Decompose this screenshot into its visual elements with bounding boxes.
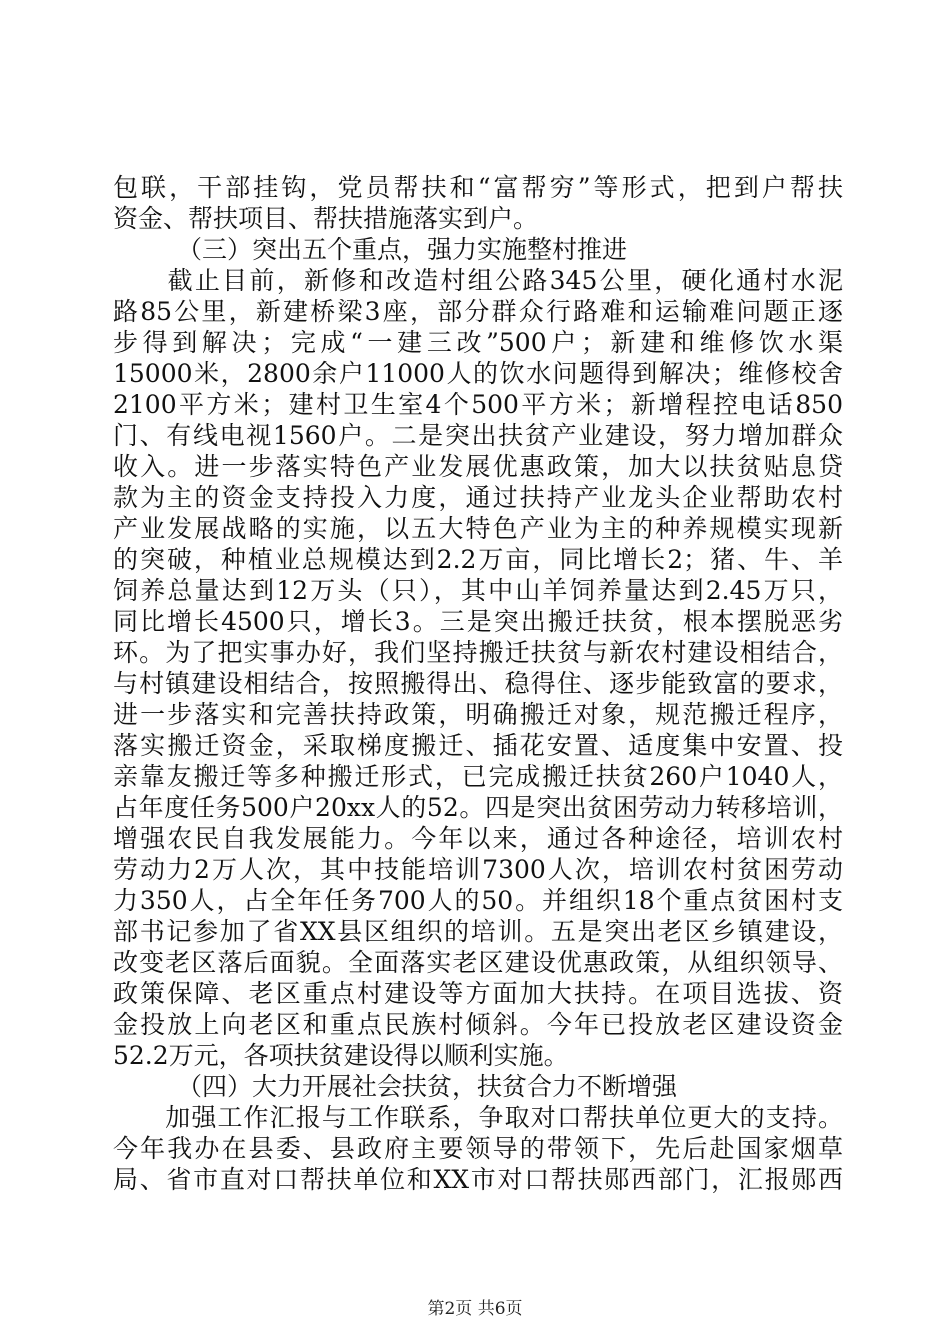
text-line: 政策保障、老区重点村建设等方面加大扶持。在项目选拔、资: [113, 979, 843, 1008]
text-line: 门、有线电视1560户。二是突出扶贫产业建设，努力增加群众: [113, 421, 843, 450]
text-line: 52.2万元，各项扶贫建设得以顺利实施。: [113, 1041, 569, 1070]
text-line: 饲养总量达到12万头（只），其中山羊饲养量达到2.45万只，: [113, 576, 843, 605]
text-line: 截止目前，新修和改造村组公路345公里，硬化通村水泥: [113, 266, 843, 295]
text-line: 15000米，2800余户11000人的饮水问题得到解决；维修校舍: [113, 359, 843, 388]
text-line: 部书记参加了省XX县区组织的培训。五是突出老区乡镇建设，: [113, 917, 843, 946]
document-body: [113, 172, 843, 1195]
text-line: 步得到解决；完成“一建三改”500户；新建和维修饮水渠: [113, 328, 843, 357]
text-line: 亲靠友搬迁等多种搬迁形式，已完成搬迁扶贫260户1040人，: [113, 762, 843, 791]
text-line: 占年度任务500户20xx人的52。四是突出贫困劳动力转移培训，: [113, 793, 843, 822]
text-line: 金投放上向老区和重点民族村倾斜。今年已投放老区建设资金: [113, 1010, 843, 1039]
text-line: 的突破，种植业总规模达到2.2万亩，同比增长2；猪、牛、羊: [113, 545, 843, 574]
section-heading: （四）大力开展社会扶贫，扶贫合力不断增强: [177, 1072, 678, 1101]
text-line: 环。为了把实事办好，我们坚持搬迁扶贫与新农村建设相结合，: [113, 638, 843, 667]
text-line: 与村镇建设相结合，按照搬得出、稳得住、逐步能致富的要求，: [113, 669, 843, 698]
text-line: 2100平方米；建村卫生室4个500平方米；新增程控电话850: [113, 390, 843, 419]
text-line: 增强农民自我发展能力。今年以来，通过各种途径，培训农村: [113, 824, 843, 853]
text-line: 路85公里，新建桥梁3座，部分群众行路难和运输难问题正逐: [113, 297, 843, 326]
text-line: 加强工作汇报与工作联系，争取对口帮扶单位更大的支持。: [113, 1103, 843, 1132]
text-line: 资金、帮扶项目、帮扶措施落实到户。: [113, 204, 539, 233]
text-line: 款为主的资金支持投入力度，通过扶持产业龙头企业帮助农村: [113, 483, 843, 512]
text-line: 包联，干部挂钩，党员帮扶和“富帮穷”等形式，把到户帮扶: [113, 173, 843, 202]
text-line: 局、省市直对口帮扶单位和XX市对口帮扶郧西部门，汇报郧西: [113, 1165, 843, 1194]
text-line: 产业发展战略的实施，以五大特色产业为主的种养规模实现新: [113, 514, 843, 543]
text-line: 改变老区落后面貌。全面落实老区建设优惠政策，从组织领导、: [113, 948, 843, 977]
section-heading: （三）突出五个重点，强力实施整村推进: [177, 235, 628, 264]
text-line: 劳动力2万人次，其中技能培训7300人次，培训农村贫困劳动: [113, 855, 843, 884]
text-line: 收入。进一步落实特色产业发展优惠政策，加大以扶贫贴息贷: [113, 452, 843, 481]
text-line: 今年我办在县委、县政府主要领导的带领下，先后赴国家烟草: [113, 1134, 843, 1163]
text-line: 进一步落实和完善扶持政策，明确搬迁对象，规范搬迁程序，: [113, 700, 843, 729]
text-line: 力350人，占全年任务700人的50。并组织18个重点贫困村支: [113, 886, 843, 915]
page-footer: 第2页 共6页: [427, 1299, 523, 1319]
text-line: 落实搬迁资金，采取梯度搬迁、插花安置、适度集中安置、投: [113, 731, 843, 760]
text-line: 同比增长4500只，增长3。三是突出搬迁扶贫，根本摆脱恶劣: [113, 607, 843, 636]
